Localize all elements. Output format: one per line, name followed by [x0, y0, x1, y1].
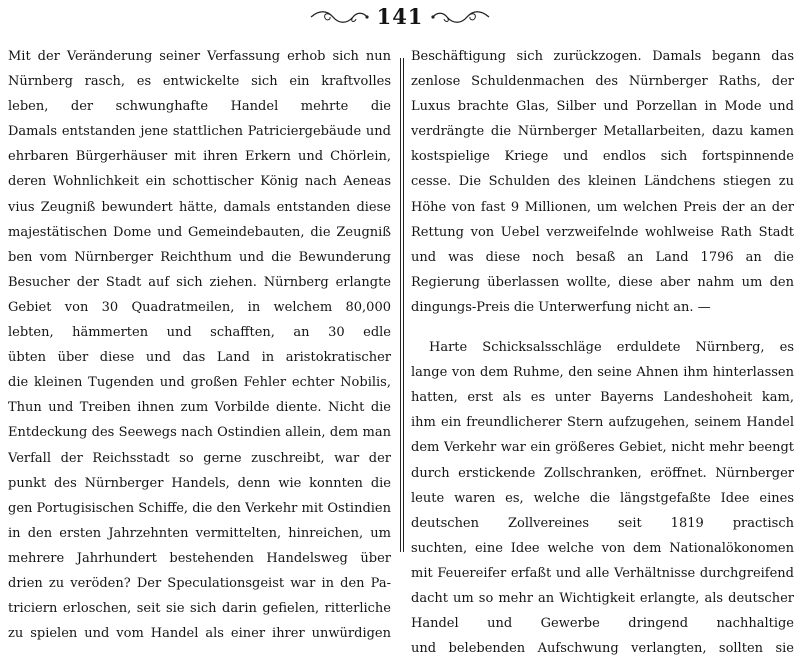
- text-line: zenlose Schuldenmachen des Nürnberger Raths, der: [411, 74, 794, 90]
- text-line: dacht um so mehr an Wichtigkeit erlangte, als deutscher: [411, 590, 794, 606]
- right-ornament-icon: [429, 8, 491, 26]
- left-ornament-icon: [309, 8, 371, 26]
- text-line: und was diese noch besaß an Land 1796 an die: [411, 249, 794, 265]
- column-divider: [398, 58, 406, 552]
- text-line: übten über diese und das Land in aristokratischer: [8, 350, 391, 366]
- text-line: majestätischen Dome und Gemeindebauten, die Zeugniß: [8, 224, 391, 240]
- text-line: dingungs-Preis die Unterwerfung nicht an. —: [411, 299, 711, 315]
- text-line: Thun und Treiben ihnen zum Vorbilde diente. Nicht die: [8, 400, 391, 416]
- text-line: zu spielen und vom Handel als einer ihrer unwürdigen: [8, 626, 391, 642]
- text-line: lebten, hämmerten und schafften, an 30 edle: [8, 325, 391, 341]
- text-line: vius Zeugniß bewundert hätte, damals entstanden diese: [8, 199, 391, 215]
- text-line: Höhe von fast 9 Millionen, um welchen Preis der an der: [411, 199, 794, 215]
- text-line: Nürnberg rasch, es entwickelte sich ein kraftvolles: [8, 74, 391, 90]
- text-line: Handel und Gewerbe dringend nachhaltige: [411, 616, 794, 632]
- text-line: drien zu veröden? Der Speculationsgeist war in den Pa-: [8, 575, 391, 591]
- text-line: mit Feuereifer erfaßt und alle Verhältnisse durchgreifend: [411, 565, 794, 581]
- text-line: und belebenden Aufschwung verlangten, sollten sie: [411, 641, 794, 657]
- text-line: hatten, erst als es unter Bayerns Landeshoheit kam,: [411, 390, 794, 406]
- text-line: Harte Schicksalsschläge erduldete Nürnberg, es: [429, 340, 794, 356]
- text-line: Luxus brachte Glas, Silber und Porzellan in Mode und: [411, 99, 794, 115]
- text-line: kostspielige Kriege und endlos sich fortspinnende: [411, 149, 794, 165]
- text-line: suchten, eine Idee welche von dem Nationalökonomen: [411, 540, 794, 556]
- text-line: Verfall der Reichsstadt so gerne zuschreibt, war der: [8, 450, 391, 466]
- right-column: [411, 44, 794, 661]
- text-line: cesse. Die Schulden des kleinen Ländchens stiegen zu: [411, 174, 794, 190]
- text-line: ehrbaren Bürgerhäuser mit ihren Erkern und Chörlein,: [8, 149, 391, 165]
- text-line: lange von dem Ruhme, den seine Ahnen ihm hinterlassen: [411, 365, 794, 381]
- text-line: ihm ein freundlicherer Stern aufzugehen, seinem Handel: [411, 415, 794, 431]
- text-line: Rettung von Uebel verzweifelnde wohlweise Rath Stadt: [411, 224, 794, 240]
- text-line: punkt des Nürnberger Handels, denn wie konnten die: [8, 475, 391, 491]
- text-line: Damals entstanden jene stattlichen Patriciergebäude und: [8, 124, 391, 140]
- page-number: 141: [376, 4, 424, 29]
- text-line: triciern erloschen, seit sie sich darin gefielen, ritterliche: [8, 601, 391, 617]
- text-line: in den ersten Jahrzehnten vermittelten, hinreichen, um: [8, 525, 391, 541]
- text-line: leute waren es, welche die längstgefaßte Idee eines: [411, 490, 794, 506]
- text-line: Entdeckung des Seewegs nach Ostindien allein, dem man: [8, 425, 391, 441]
- text-line: die kleinen Tugenden und großen Fehler echter Nobilis,: [8, 375, 391, 391]
- text-line: mehrere Jahrhundert bestehenden Handelsweg über: [8, 550, 391, 566]
- text-line: [411, 320, 794, 335]
- text-line: verdrängte die Nürnberger Metallarbeiten, dazu kamen: [411, 124, 794, 140]
- text-line: Mit der Veränderung seiner Verfassung erhob sich nun: [8, 49, 391, 64]
- page-header: [0, 6, 800, 28]
- text-line: deren Wohnlichkeit ein schottischer König nach Aeneas: [8, 174, 391, 190]
- text-line: Beschäftigung sich zurückzogen. Damals begann das: [411, 49, 794, 64]
- text-line: leben, der schwunghafte Handel mehrte die: [8, 99, 391, 115]
- text-line: durch erstickende Zollschranken, eröffnet. Nürnberger: [411, 465, 794, 481]
- text-line: deutschen Zollvereines seit 1819 practisch: [411, 515, 794, 531]
- text-line: Besucher der Stadt auf sich ziehen. Nürnberg erlangte: [8, 274, 391, 290]
- text-line: Gebiet von 30 Quadratmeilen, in welchem 80,000: [8, 299, 391, 315]
- left-column: [8, 44, 391, 646]
- text-line: Regierung überlassen wollte, diese aber nahm um den: [411, 274, 794, 290]
- text-line: gen Portugisischen Schiffe, die den Verkehr mit Ostindien: [8, 500, 391, 516]
- text-line: dem Verkehr war ein größeres Gebiet, nicht mehr beengt: [411, 440, 794, 456]
- text-line: ben vom Nürnberger Reichthum und die Bewunderung: [8, 249, 391, 265]
